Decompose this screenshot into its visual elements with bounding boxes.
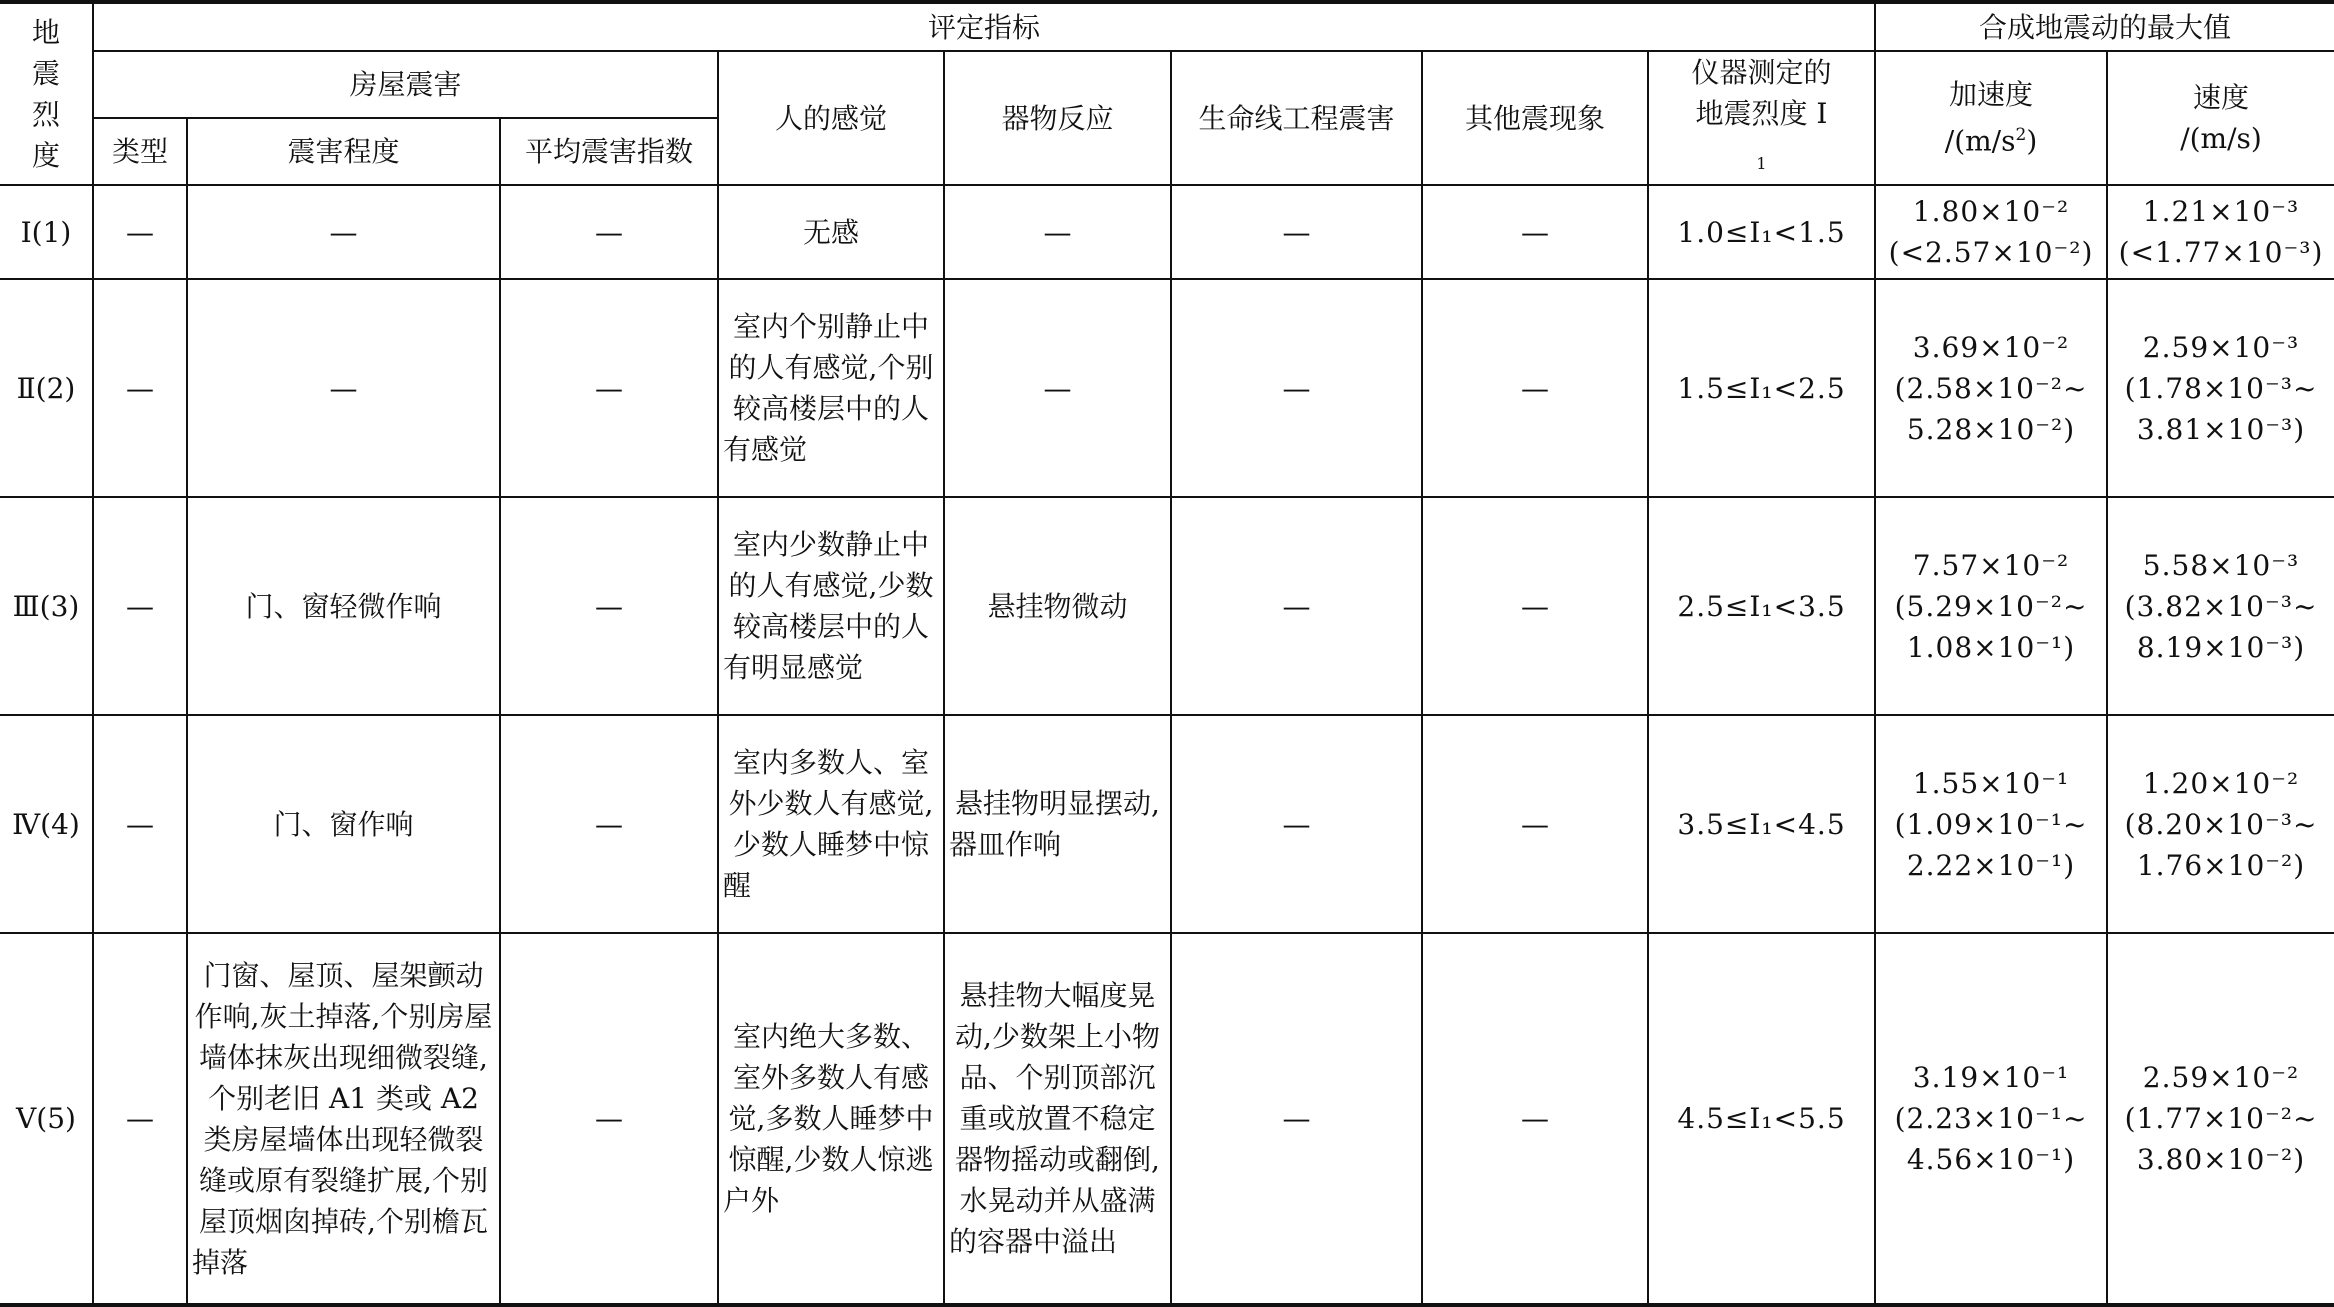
table-row xyxy=(0,715,2334,933)
header-row-2 xyxy=(0,51,2334,118)
object-response-cell: — xyxy=(944,279,1171,497)
damage-degree-cell: — xyxy=(187,185,500,279)
acceleration-cell xyxy=(1875,933,2107,1305)
table-row xyxy=(0,279,2334,497)
header-instrumental-intensity xyxy=(1648,51,1875,185)
intensity-cell: Ⅳ(4) xyxy=(0,715,93,933)
other-phenomena-cell: — xyxy=(1422,279,1648,497)
instrumental-intensity-cell: 4.5≤I₁<5.5 xyxy=(1648,933,1875,1305)
avg-damage-index-cell: — xyxy=(500,497,718,715)
velocity-cell xyxy=(2107,933,2334,1305)
instrumental-intensity-cell: 2.5≤I₁<3.5 xyxy=(1648,497,1875,715)
human-feeling-cell: 室内多数人、室外少数人有感觉,少数人睡梦中惊醒 xyxy=(718,715,944,933)
acceleration-cell xyxy=(1875,715,2107,933)
acceleration-cell xyxy=(1875,185,2107,279)
acceleration-value: 1.80×10⁻² (<2.57×10⁻²) xyxy=(1888,195,2094,269)
header-criteria-group: 评定指标 xyxy=(93,2,1875,51)
other-phenomena-cell: — xyxy=(1422,933,1648,1305)
avg-damage-index-cell: — xyxy=(500,933,718,1305)
velocity-cell xyxy=(2107,497,2334,715)
header-intensity-text: 地 震 烈 度 xyxy=(31,16,60,172)
damage-degree-cell: 门窗、屋顶、屋架颤动作响,灰土掉落,个别房屋墙体抹灰出现细微裂缝,个别老旧 A1 类或 A2 类房屋墙体出现轻微裂缝或原有裂缝扩展,个别屋顶烟囱掉砖,个别檐瓦掉落 xyxy=(187,933,500,1305)
object-response-cell: 悬挂物大幅度晃动,少数架上小物品、个别顶部沉重或放置不稳定器物摇动或翻倒,水晃动并从盛满的容器中溢出 xyxy=(944,933,1171,1305)
avg-damage-index-cell: — xyxy=(500,715,718,933)
intensity-cell: Ⅲ(3) xyxy=(0,497,93,715)
velocity-value: 1.21×10⁻³ (<1.77×10⁻³) xyxy=(2118,195,2324,269)
type-cell: — xyxy=(93,715,187,933)
velocity-value: 1.20×10⁻² (8.20×10⁻³~ 1.76×10⁻²) xyxy=(2124,766,2318,882)
avg-damage-index-cell: — xyxy=(500,185,718,279)
acceleration-value: 1.55×10⁻¹ (1.09×10⁻¹~ 2.22×10⁻¹) xyxy=(1894,766,2088,882)
human-feeling-cell: 室内个别静止中的人有感觉,个别较高楼层中的人有感觉 xyxy=(718,279,944,497)
velocity-cell xyxy=(2107,279,2334,497)
lifeline-damage-cell: — xyxy=(1171,497,1422,715)
header-building-damage-group: 房屋震害 xyxy=(93,51,718,118)
human-feeling-cell: 室内少数静止中的人有感觉,少数较高楼层中的人有明显感觉 xyxy=(718,497,944,715)
velocity-value: 2.59×10⁻³ (1.78×10⁻³~ 3.81×10⁻³) xyxy=(2124,330,2318,446)
type-cell: — xyxy=(93,933,187,1305)
lifeline-damage-cell: — xyxy=(1171,715,1422,933)
damage-degree-cell: — xyxy=(187,279,500,497)
header-velocity xyxy=(2107,51,2334,185)
header-damage-degree: 震害程度 xyxy=(187,118,500,185)
intensity-cell: Ⅱ(2) xyxy=(0,279,93,497)
type-cell: — xyxy=(93,279,187,497)
object-response-cell: — xyxy=(944,185,1171,279)
other-phenomena-cell: — xyxy=(1422,185,1648,279)
header-type: 类型 xyxy=(93,118,187,185)
intensity-cell: Ⅰ(1) xyxy=(0,185,93,279)
header-lifeline-damage: 生命线工程震害 xyxy=(1171,51,1422,185)
acceleration-cell xyxy=(1875,279,2107,497)
instrumental-intensity-cell: 3.5≤I₁<4.5 xyxy=(1648,715,1875,933)
header-object-response: 器物反应 xyxy=(944,51,1171,185)
acceleration-value: 3.19×10⁻¹ (2.23×10⁻¹~ 4.56×10⁻¹) xyxy=(1894,1061,2088,1176)
acceleration-cell xyxy=(1875,497,2107,715)
table-row xyxy=(0,933,2334,1305)
header-instrumental-intensity-text: 仪器测定的 地震烈度 I xyxy=(1691,56,1832,130)
lifeline-damage-cell: — xyxy=(1171,279,1422,497)
human-feeling-cell: 室内绝大多数、室外多数人有感觉,多数人睡梦中惊醒,少数人惊逃户外 xyxy=(718,933,944,1305)
header-other-phenomena: 其他震现象 xyxy=(1422,51,1648,185)
acceleration-value: 7.57×10⁻² (5.29×10⁻²~ 1.08×10⁻¹) xyxy=(1894,548,2088,664)
other-phenomena-cell: — xyxy=(1422,715,1648,933)
velocity-cell xyxy=(2107,715,2334,933)
header-row-1 xyxy=(0,2,2334,51)
type-cell: — xyxy=(93,185,187,279)
velocity-value: 5.58×10⁻³ (3.82×10⁻³~ 8.19×10⁻³) xyxy=(2124,548,2318,664)
damage-degree-cell: 门、窗轻微作响 xyxy=(187,497,500,715)
other-phenomena-cell: — xyxy=(1422,497,1648,715)
velocity-cell xyxy=(2107,185,2334,279)
header-acceleration-unit-end: ) xyxy=(2026,124,2038,158)
header-acceleration-unit-exp: 2 xyxy=(2015,125,2027,146)
damage-degree-cell: 门、窗作响 xyxy=(187,715,500,933)
object-response-cell: 悬挂物明显摆动,器皿作响 xyxy=(944,715,1171,933)
instrumental-intensity-cell: 1.0≤I₁<1.5 xyxy=(1648,185,1875,279)
header-velocity-unit: /(m/s) xyxy=(2180,122,2262,155)
instrumental-intensity-cell: 1.5≤I₁<2.5 xyxy=(1648,279,1875,497)
header-velocity-text: 速度 xyxy=(2193,81,2250,114)
human-feeling-cell: 无感 xyxy=(718,185,944,279)
header-avg-damage-index: 平均震害指数 xyxy=(500,118,718,185)
type-cell: — xyxy=(93,497,187,715)
header-human-feeling: 人的感觉 xyxy=(718,51,944,185)
lifeline-damage-cell: — xyxy=(1171,185,1422,279)
intensity-cell: Ⅴ(5) xyxy=(0,933,93,1305)
header-acceleration-unit: /(m/s xyxy=(1944,124,2016,158)
header-acceleration-text: 加速度 xyxy=(1949,78,2034,112)
object-response-cell: 悬挂物微动 xyxy=(944,497,1171,715)
avg-damage-index-cell: — xyxy=(500,279,718,497)
header-intensity xyxy=(0,2,93,185)
lifeline-damage-cell: — xyxy=(1171,933,1422,1305)
table-row xyxy=(0,497,2334,715)
header-instrumental-intensity-subscript: 1 xyxy=(1756,154,1767,173)
header-acceleration xyxy=(1875,51,2107,185)
table-row xyxy=(0,185,2334,279)
header-max-motion-group: 合成地震动的最大值 xyxy=(1875,2,2334,51)
velocity-value: 2.59×10⁻² (1.77×10⁻²~ 3.80×10⁻²) xyxy=(2124,1061,2318,1176)
acceleration-value: 3.69×10⁻² (2.58×10⁻²~ 5.28×10⁻²) xyxy=(1894,330,2088,446)
